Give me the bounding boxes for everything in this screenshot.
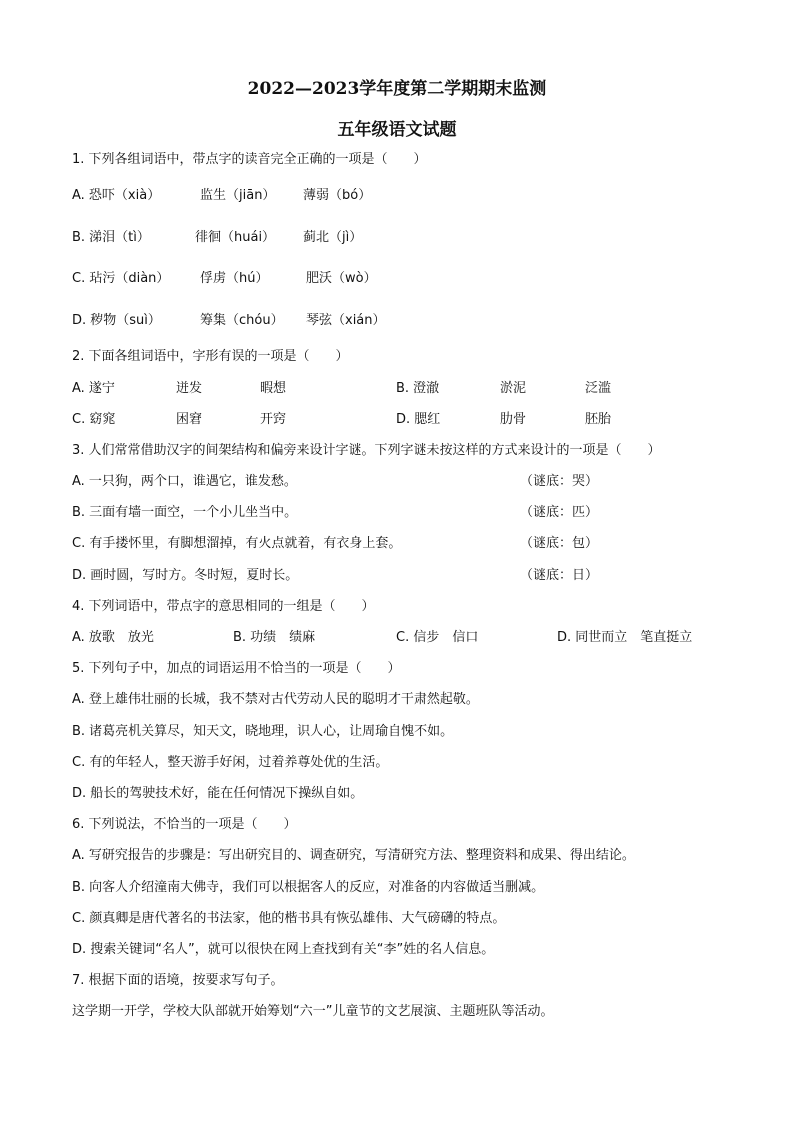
q1-c-word-1: C. 玷污（diàn） (72, 271, 170, 286)
q2-a-word-1: A. 遂宁 (72, 381, 115, 396)
q4-option-c: C. 信步 信口 (396, 630, 479, 645)
q3-option-c-hint: （谜底：包） (520, 536, 599, 551)
q3-option-b-hint: （谜底：匹） (520, 505, 599, 520)
q2-d-word-3: 胚胎 (585, 412, 612, 427)
q2-a-word-3: 暇想 (260, 381, 287, 396)
q2-b-word-2: 淤泥 (500, 381, 527, 396)
q1-d-word-2: 筹集（chóu） (200, 313, 284, 328)
q1-b-word-3: 蓟北（jì） (303, 230, 363, 245)
q5-option-c: C. 有的年轻人，整天游手好闲，过着养尊处优的生活。 (72, 755, 389, 770)
q1-d-word-3: 琴弦（xián） (306, 313, 386, 328)
q2-c-word-2: 困窘 (176, 412, 203, 427)
q6-option-a: A. 写研究报告的步骤是：写出研究目的、调查研究，写清研究方法、整理资料和成果、得出结论。 (72, 848, 635, 863)
q2-a-word-2: 迸发 (176, 381, 203, 396)
question-4-stem: 4. 下列词语中，带点字的意思相同的一组是（ ） (72, 599, 375, 614)
q3-option-a: A. 一只狗，两个口，谁遇它，谁发愁。 (72, 474, 297, 489)
q1-c-word-2: 俘虏（hú） (200, 271, 269, 286)
q1-d-word-1: D. 秽物（suì） (72, 313, 161, 328)
q6-option-b: B. 向客人介绍潼南大佛寺，我们可以根据客人的反应，对准备的内容做适当删减。 (72, 880, 545, 895)
q5-option-a: A. 登上雄伟壮丽的长城，我不禁对古代劳动人民的聪明才干肃然起敬。 (72, 692, 479, 707)
q2-d-word-1: D. 腮红 (396, 412, 441, 427)
q6-option-c: C. 颜真卿是唐代著名的书法家，他的楷书具有恢弘雄伟、大气磅礴的特点。 (72, 911, 506, 926)
q2-b-word-3: 泛滥 (585, 381, 612, 396)
q2-c-word-3: 开窍 (260, 412, 287, 427)
q2-c-word-1: C. 窈窕 (72, 412, 116, 427)
page-title: 2022—2023学年度第二学期期末监测 (247, 79, 547, 99)
question-6-stem: 6. 下列说法，不恰当的一项是（ ） (72, 817, 297, 832)
question-5-stem: 5. 下列句子中，加点的词语运用不恰当的一项是（ ） (72, 661, 401, 676)
q2-b-word-1: B. 澄澈 (396, 381, 440, 396)
q1-c-word-3: 肥沃（wò） (306, 271, 377, 286)
question-3-stem: 3. 人们常常借助汉字的间架结构和偏旁来设计字谜。下列字谜未按这样的方式来设计的一项是（ ） (72, 443, 661, 458)
q1-b-word-1: B. 涕泪（tì） (72, 230, 150, 245)
q3-option-c: C. 有手搂怀里，有脚想溜掉，有火点就着，有衣身上套。 (72, 536, 402, 551)
page-subtitle: 五年级语文试题 (337, 120, 457, 140)
q6-option-d: D. 搜索关键词“名人”，就可以很快在网上查找到有关“李”姓的名人信息。 (72, 942, 495, 957)
q1-a-word-3: 薄弱（bó） (303, 188, 372, 203)
question-7-stem: 7. 根据下面的语境，按要求写句子。 (72, 973, 284, 988)
q3-option-d-hint: （谜底：日） (520, 568, 599, 583)
question-2-stem: 2. 下面各组词语中，字形有误的一项是（ ） (72, 349, 349, 364)
q4-option-d: D. 同世而立 笔直挺立 (557, 630, 693, 645)
q2-d-word-2: 肋骨 (500, 412, 527, 427)
q7-context: 这学期一开学，学校大队部就开始筹划“六一”儿童节的文艺展演、主题班队等活动。 (72, 1004, 554, 1019)
q3-option-b: B. 三面有墙一面空，一个小儿坐当中。 (72, 505, 298, 520)
q5-option-d: D. 船长的驾驶技术好，能在任何情况下操纵自如。 (72, 786, 364, 801)
q1-a-word-1: A. 恐吓（xià） (72, 188, 161, 203)
q3-option-d: D. 画时圆，写时方。冬时短，夏时长。 (72, 568, 299, 583)
q4-option-b: B. 功绩 绩麻 (233, 630, 316, 645)
q1-a-word-2: 监生（jiān） (200, 188, 276, 203)
question-1-stem: 1. 下列各组词语中，带点字的读音完全正确的一项是（ ） (72, 152, 427, 167)
q1-b-word-2: 徘徊（huái） (195, 230, 276, 245)
q5-option-b: B. 诸葛亮机关算尽，知天文，晓地理，识人心，让周瑜自愧不如。 (72, 724, 454, 739)
q4-option-a: A. 放歌 放光 (72, 630, 154, 645)
q3-option-a-hint: （谜底：哭） (520, 474, 599, 489)
